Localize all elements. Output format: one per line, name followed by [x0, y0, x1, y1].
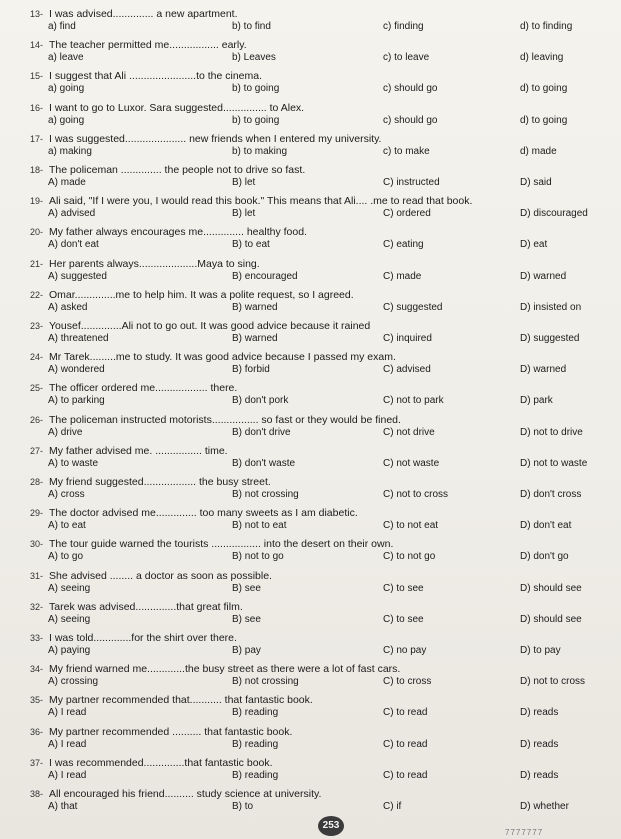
- question-number: 15-: [30, 71, 44, 82]
- question-stem: [30, 70, 613, 82]
- answer-option-c[interactable]: C) to read: [383, 738, 428, 750]
- question-text: My father always encourages me.............. healthy food.: [49, 226, 307, 239]
- question-text: I suggest that Ali .......................to the cinema.: [49, 70, 263, 83]
- question-text: The policeman .............. the people not to drive so fast.: [49, 164, 306, 176]
- question-text: My friend suggested.................. the busy street.: [49, 476, 271, 488]
- question-number: 17-: [30, 133, 44, 144]
- question-item: [0, 757, 621, 783]
- answer-option-a[interactable]: a) leave: [48, 52, 84, 64]
- question-item: [0, 726, 621, 752]
- question-item: [0, 476, 621, 502]
- answer-option-a[interactable]: A) threatened: [48, 333, 109, 344]
- answer-option-c[interactable]: c) should go: [383, 83, 438, 95]
- answer-option-b[interactable]: B) don't waste: [232, 457, 296, 469]
- question-text: I was advised.............. a new apartment.: [49, 8, 238, 20]
- answer-option-a[interactable]: A) to parking: [48, 395, 105, 407]
- question-item: [0, 70, 621, 96]
- question-number: 24-: [30, 352, 44, 363]
- question-number: 32-: [30, 601, 44, 612]
- question-number: 25-: [30, 383, 44, 394]
- question-item: [0, 663, 621, 689]
- answer-option-d[interactable]: D) not to waste: [520, 457, 588, 469]
- question-number: 18-: [30, 165, 44, 175]
- question-number: 34-: [30, 664, 44, 675]
- question-item: [0, 164, 621, 190]
- answer-option-c[interactable]: C) inquired: [383, 333, 432, 344]
- question-text: The officer ordered me.................. there.: [49, 382, 238, 395]
- question-number: 26-: [30, 414, 44, 425]
- question-stem: [30, 694, 613, 706]
- question-number: 13-: [30, 9, 44, 19]
- answer-option-b[interactable]: b) to making: [232, 145, 288, 157]
- answer-option-b[interactable]: B) pay: [232, 645, 261, 656]
- question-text: The tour guide warned the tourists ................. into the desert on their own.: [49, 538, 394, 551]
- question-text: All encouraged his friend.......... study science at university.: [49, 788, 322, 800]
- answer-option-a[interactable]: A) made: [48, 177, 86, 188]
- answer-option-d[interactable]: D) to pay: [520, 645, 561, 656]
- question-number: 28-: [30, 477, 44, 487]
- question-item: [0, 195, 621, 221]
- answer-option-b[interactable]: B) see: [232, 613, 261, 625]
- answer-option-a[interactable]: A) drive: [48, 426, 83, 438]
- question-item: [0, 8, 621, 34]
- answer-option-b[interactable]: b) to going: [232, 114, 280, 126]
- question-stem: [30, 663, 613, 675]
- answer-option-b[interactable]: B) don't pork: [232, 395, 289, 407]
- answer-option-d[interactable]: D) don't eat: [520, 520, 572, 532]
- question-number: 35-: [30, 695, 44, 706]
- question-text: My father advised me. ................ time.: [49, 444, 228, 457]
- answer-option-a[interactable]: A) that: [48, 801, 78, 812]
- question-text: The policeman instructed motorists................ so fast or they would be fined.: [49, 413, 401, 426]
- question-stem: [30, 476, 613, 488]
- footer-mark: 7777777: [505, 828, 544, 837]
- question-number: 36-: [30, 726, 44, 737]
- answer-option-d[interactable]: D) should see: [520, 613, 582, 625]
- question-number: 38-: [30, 789, 44, 799]
- answer-option-b[interactable]: b) Leaves: [232, 52, 276, 64]
- question-item: [0, 445, 621, 471]
- answer-option-d[interactable]: D) warned: [520, 270, 567, 282]
- answer-option-c[interactable]: C) eating: [383, 239, 424, 251]
- question-text: The teacher permitted me................. early.: [49, 39, 247, 52]
- question-text: Mr Tarek.........me to study. It was good advice because I passed my exam.: [49, 351, 396, 364]
- answer-option-c[interactable]: C) to read: [383, 769, 428, 781]
- answer-option-b[interactable]: B) let: [232, 177, 256, 188]
- question-number: 37-: [30, 757, 44, 768]
- question-item: [0, 289, 621, 315]
- answer-option-a[interactable]: A) advised: [48, 208, 96, 220]
- answer-option-a[interactable]: A) I read: [48, 707, 87, 719]
- question-item: [0, 694, 621, 720]
- answer-option-c[interactable]: C) not to park: [383, 395, 444, 407]
- question-stem: [30, 102, 613, 114]
- answer-option-d[interactable]: D) park: [520, 395, 553, 407]
- answer-option-c[interactable]: C) to see: [383, 582, 424, 594]
- question-stem: [30, 382, 613, 394]
- answer-option-b[interactable]: B) not to go: [232, 551, 284, 563]
- answer-option-b[interactable]: B) let: [232, 208, 256, 220]
- question-stem: [30, 538, 613, 550]
- question-text: She advised ........ a doctor as soon as possible.: [49, 569, 272, 582]
- answer-option-d[interactable]: d) to going: [520, 83, 568, 95]
- question-text: Omar..............me to help him. It was a polite request, so I agreed.: [49, 288, 354, 301]
- question-stem: [30, 133, 613, 145]
- question-stem: [30, 788, 613, 800]
- question-stem: [30, 601, 613, 613]
- answer-option-a[interactable]: a) find: [48, 21, 76, 32]
- question-stem: [30, 757, 613, 769]
- answer-option-d[interactable]: D) not to cross: [520, 676, 586, 688]
- answer-option-b[interactable]: b) to going: [232, 83, 280, 95]
- answer-option-a[interactable]: A) suggested: [48, 270, 107, 282]
- question-item: [0, 351, 621, 377]
- question-text: Her parents always....................Maya to sing.: [49, 257, 260, 270]
- question-text: I was told.............for the shirt over there.: [49, 632, 237, 644]
- answer-option-a[interactable]: A) paying: [48, 645, 91, 656]
- question-text: My partner recommended .......... that fantastic book.: [49, 725, 293, 738]
- answer-option-c[interactable]: C) advised: [383, 364, 431, 376]
- answer-option-c[interactable]: C) suggested: [383, 301, 443, 313]
- question-stem: [30, 414, 613, 426]
- answer-option-d[interactable]: d) leaving: [520, 52, 564, 64]
- question-number: 22-: [30, 289, 44, 300]
- answer-option-b[interactable]: B) warned: [232, 301, 278, 313]
- answer-option-b[interactable]: B) to: [232, 801, 254, 812]
- answer-option-a[interactable]: a) making: [48, 145, 92, 157]
- question-item: [0, 226, 621, 252]
- question-item: [0, 601, 621, 627]
- question-text: Yousef..............Ali not to go out. It was good advice because it rained: [49, 320, 371, 332]
- answer-option-b[interactable]: B) reading: [232, 769, 279, 781]
- answer-option-c[interactable]: C) to see: [383, 613, 424, 625]
- question-item: [0, 632, 621, 658]
- question-stem: [30, 320, 613, 332]
- answer-option-c[interactable]: C) to read: [383, 707, 428, 719]
- answer-option-d[interactable]: D) suggested: [520, 333, 580, 344]
- question-item: [0, 507, 621, 533]
- question-text: I want to go to Luxor. Sara suggested............... to Alex.: [49, 101, 305, 114]
- answer-option-c[interactable]: c) to make: [383, 145, 430, 157]
- answer-option-c[interactable]: C) to not go: [383, 551, 436, 563]
- answer-option-b[interactable]: B) not crossing: [232, 676, 299, 688]
- answer-option-b[interactable]: B) reading: [232, 707, 279, 719]
- answer-option-c[interactable]: C) instructed: [383, 177, 440, 188]
- question-text: I was recommended..............that fantastic book.: [49, 756, 273, 769]
- answer-option-a[interactable]: A) wondered: [48, 364, 105, 376]
- answer-option-b[interactable]: B) encouraged: [232, 270, 298, 282]
- question-number: 29-: [30, 508, 44, 519]
- question-item: [0, 570, 621, 596]
- answer-option-a[interactable]: A) I read: [48, 769, 87, 781]
- question-stem: [30, 226, 613, 238]
- answer-option-d[interactable]: D) not to drive: [520, 426, 583, 438]
- answer-option-a[interactable]: A) to waste: [48, 457, 99, 469]
- answer-option-b[interactable]: B) to eat: [232, 239, 270, 251]
- question-item: [0, 382, 621, 408]
- answer-option-d[interactable]: D) insisted on: [520, 301, 582, 313]
- question-stem: [30, 445, 613, 457]
- answer-option-a[interactable]: A) asked: [48, 301, 88, 313]
- answer-option-a[interactable]: A) seeing: [48, 582, 91, 594]
- answer-option-d[interactable]: D) don't go: [520, 551, 569, 563]
- question-stem: [30, 39, 613, 51]
- question-number: 31-: [30, 570, 44, 581]
- question-stem: [30, 164, 613, 176]
- answer-option-d[interactable]: D) reads: [520, 707, 559, 719]
- question-text: The doctor advised me.............. too many sweets as I am diabetic.: [49, 507, 358, 520]
- page-number-badge: 253: [318, 816, 344, 836]
- answer-option-c[interactable]: C) made: [383, 270, 422, 282]
- question-number: 23-: [30, 321, 44, 331]
- answer-option-a[interactable]: A) don't eat: [48, 239, 99, 251]
- question-stem: [30, 570, 613, 582]
- answer-option-d[interactable]: d) to going: [520, 114, 568, 126]
- question-text: My friend warned me.............the busy street as there were a lot of fast cars.: [49, 663, 401, 676]
- question-item: [0, 320, 621, 346]
- question-item: [0, 788, 621, 814]
- answer-option-d[interactable]: d) made: [520, 145, 557, 157]
- answer-option-a[interactable]: A) to go: [48, 551, 84, 563]
- answer-option-d[interactable]: D) warned: [520, 364, 567, 376]
- answer-option-c[interactable]: c) should go: [383, 114, 438, 126]
- question-stem: [30, 351, 613, 363]
- question-item: [0, 538, 621, 564]
- answer-option-d[interactable]: D) said: [520, 177, 552, 188]
- question-stem: [30, 726, 613, 738]
- question-text: My partner recommended that........... that fantastic book.: [49, 694, 313, 707]
- question-number: 30-: [30, 539, 44, 550]
- question-number: 16-: [30, 102, 44, 113]
- answer-option-b[interactable]: b) to find: [232, 21, 271, 32]
- answer-option-c[interactable]: c) to leave: [383, 52, 430, 64]
- question-number: 14-: [30, 40, 44, 51]
- answer-option-c[interactable]: C) to cross: [383, 676, 432, 688]
- answer-option-a[interactable]: A) cross: [48, 489, 85, 500]
- answer-option-a[interactable]: a) going: [48, 83, 85, 95]
- answer-option-c[interactable]: C) ordered: [383, 208, 431, 220]
- question-stem: [30, 195, 613, 207]
- question-stem: [30, 507, 613, 519]
- answer-option-a[interactable]: A) I read: [48, 738, 87, 750]
- answer-option-c[interactable]: C) no pay: [383, 645, 427, 656]
- question-number: 20-: [30, 227, 44, 238]
- answer-option-d[interactable]: D) reads: [520, 769, 559, 781]
- answer-option-b[interactable]: B) warned: [232, 333, 278, 344]
- answer-option-c[interactable]: C) if: [383, 801, 402, 812]
- answer-option-a[interactable]: a) going: [48, 114, 85, 126]
- answer-option-d[interactable]: D) discouraged: [520, 208, 588, 220]
- answer-option-c[interactable]: C) to not eat: [383, 520, 439, 532]
- question-item: [0, 39, 621, 65]
- answer-option-c[interactable]: c) finding: [383, 21, 424, 32]
- answer-option-b[interactable]: B) don't drive: [232, 426, 291, 438]
- answer-option-d[interactable]: D) eat: [520, 239, 548, 251]
- answer-option-c[interactable]: C) not drive: [383, 426, 435, 438]
- question-text: Ali said, "If I were you, I would read this book." This means that Ali.... .me to read that book.: [49, 195, 473, 208]
- answer-option-d[interactable]: d) to finding: [520, 21, 573, 32]
- answer-option-c[interactable]: C) not waste: [383, 457, 440, 469]
- answer-option-d[interactable]: D) don't cross: [520, 489, 582, 500]
- question-text: Tarek was advised..............that great film.: [49, 600, 243, 613]
- question-number: 33-: [30, 633, 44, 643]
- answer-option-d[interactable]: D) whether: [520, 801, 569, 812]
- answer-option-a[interactable]: A) crossing: [48, 676, 99, 688]
- question-number: 27-: [30, 445, 44, 456]
- question-text: I was suggested..................... new friends when I entered my university.: [49, 132, 382, 145]
- answer-option-d[interactable]: D) should see: [520, 582, 582, 594]
- question-item: [0, 414, 621, 440]
- question-stem: [30, 289, 613, 301]
- answer-option-b[interactable]: B) reading: [232, 738, 279, 750]
- question-item: [0, 102, 621, 128]
- answer-option-c[interactable]: C) not to cross: [383, 489, 449, 500]
- question-item: [0, 133, 621, 159]
- question-number: 19-: [30, 196, 44, 207]
- question-item: [0, 258, 621, 284]
- question-stem: [30, 8, 613, 20]
- answer-option-d[interactable]: D) reads: [520, 738, 559, 750]
- answer-option-a[interactable]: A) seeing: [48, 613, 91, 625]
- question-number: 21-: [30, 258, 44, 269]
- answer-option-a[interactable]: A) to eat: [48, 520, 86, 532]
- answer-option-b[interactable]: B) not to eat: [232, 520, 287, 532]
- answer-option-b[interactable]: B) see: [232, 582, 261, 594]
- answer-option-b[interactable]: B) forbid: [232, 364, 270, 376]
- question-stem: [30, 258, 613, 270]
- question-stem: [30, 632, 613, 644]
- answer-option-b[interactable]: B) not crossing: [232, 489, 299, 500]
